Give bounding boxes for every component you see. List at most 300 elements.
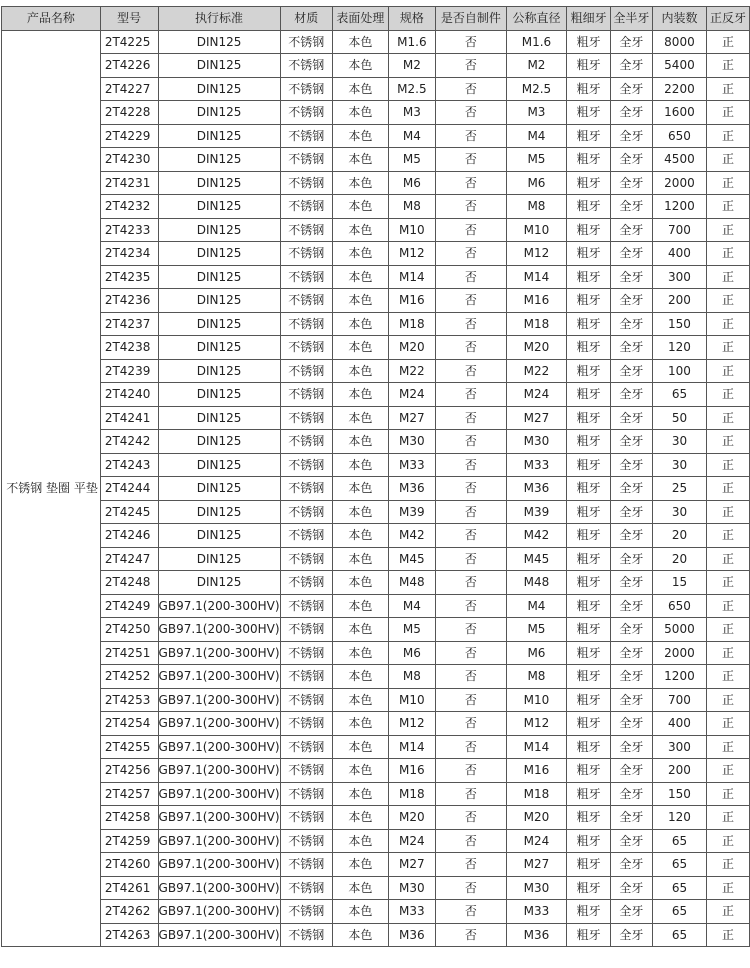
quantity-cell: 120	[652, 336, 706, 360]
thread-direction-cell: 正	[707, 430, 750, 454]
self-made-cell: 否	[436, 712, 507, 736]
thread-direction-cell: 正	[707, 923, 750, 947]
table-row	[2, 806, 750, 830]
standard-cell: GB97.1(200-300HV)	[158, 688, 280, 712]
model-cell: 2T4233	[100, 218, 158, 242]
material-cell: 不锈钢	[280, 641, 332, 665]
spec-cell: M12	[388, 242, 435, 266]
column-header-quantity: 内装数	[652, 7, 706, 31]
quantity-cell: 120	[652, 806, 706, 830]
standard-cell: DIN125	[158, 195, 280, 219]
diameter-cell: M4	[506, 594, 567, 618]
self-made-cell: 否	[436, 195, 507, 219]
standard-cell: DIN125	[158, 359, 280, 383]
material-cell: 不锈钢	[280, 171, 332, 195]
self-made-cell: 否	[436, 453, 507, 477]
self-made-cell: 否	[436, 524, 507, 548]
surface-cell: 本色	[332, 30, 388, 54]
spec-cell: M5	[388, 618, 435, 642]
thread-pitch-cell: 粗牙	[567, 688, 611, 712]
spec-cell: M10	[388, 218, 435, 242]
thread-pitch-cell: 粗牙	[567, 359, 611, 383]
self-made-cell: 否	[436, 124, 507, 148]
thread-pitch-cell: 粗牙	[567, 30, 611, 54]
diameter-cell: M30	[506, 876, 567, 900]
standard-cell: DIN125	[158, 312, 280, 336]
thread-direction-cell: 正	[707, 641, 750, 665]
spec-cell: M20	[388, 336, 435, 360]
self-made-cell: 否	[436, 383, 507, 407]
quantity-cell: 15	[652, 571, 706, 595]
self-made-cell: 否	[436, 218, 507, 242]
material-cell: 不锈钢	[280, 54, 332, 78]
thread-length-cell: 全牙	[610, 547, 652, 571]
thread-pitch-cell: 粗牙	[567, 524, 611, 548]
thread-length-cell: 全牙	[610, 712, 652, 736]
material-cell: 不锈钢	[280, 148, 332, 172]
material-cell: 不锈钢	[280, 265, 332, 289]
material-cell: 不锈钢	[280, 829, 332, 853]
quantity-cell: 65	[652, 900, 706, 924]
standard-cell: GB97.1(200-300HV)	[158, 665, 280, 689]
surface-cell: 本色	[332, 806, 388, 830]
diameter-cell: M33	[506, 453, 567, 477]
thread-length-cell: 全牙	[610, 735, 652, 759]
diameter-cell: M14	[506, 265, 567, 289]
diameter-cell: M12	[506, 242, 567, 266]
thread-length-cell: 全牙	[610, 218, 652, 242]
quantity-cell: 1200	[652, 665, 706, 689]
thread-pitch-cell: 粗牙	[567, 242, 611, 266]
self-made-cell: 否	[436, 641, 507, 665]
quantity-cell: 650	[652, 594, 706, 618]
table-row	[2, 383, 750, 407]
standard-cell: DIN125	[158, 406, 280, 430]
surface-cell: 本色	[332, 124, 388, 148]
spec-cell: M8	[388, 195, 435, 219]
material-cell: 不锈钢	[280, 383, 332, 407]
spec-cell: M4	[388, 124, 435, 148]
thread-length-cell: 全牙	[610, 618, 652, 642]
spec-cell: M30	[388, 876, 435, 900]
quantity-cell: 300	[652, 735, 706, 759]
thread-direction-cell: 正	[707, 171, 750, 195]
self-made-cell: 否	[436, 30, 507, 54]
quantity-cell: 2000	[652, 171, 706, 195]
spec-cell: M18	[388, 312, 435, 336]
thread-pitch-cell: 粗牙	[567, 406, 611, 430]
standard-cell: GB97.1(200-300HV)	[158, 618, 280, 642]
diameter-cell: M10	[506, 218, 567, 242]
thread-pitch-cell: 粗牙	[567, 853, 611, 877]
thread-length-cell: 全牙	[610, 383, 652, 407]
self-made-cell: 否	[436, 829, 507, 853]
model-cell: 2T4246	[100, 524, 158, 548]
thread-pitch-cell: 粗牙	[567, 124, 611, 148]
thread-direction-cell: 正	[707, 54, 750, 78]
column-header-spec: 规格	[388, 7, 435, 31]
column-header-self-made: 是否自制件	[436, 7, 507, 31]
standard-cell: GB97.1(200-300HV)	[158, 712, 280, 736]
model-cell: 2T4250	[100, 618, 158, 642]
model-cell: 2T4242	[100, 430, 158, 454]
table-row	[2, 829, 750, 853]
diameter-cell: M48	[506, 571, 567, 595]
standard-cell: DIN125	[158, 383, 280, 407]
thread-pitch-cell: 粗牙	[567, 876, 611, 900]
surface-cell: 本色	[332, 712, 388, 736]
thread-pitch-cell: 粗牙	[567, 289, 611, 313]
column-header-material: 材质	[280, 7, 332, 31]
thread-direction-cell: 正	[707, 453, 750, 477]
quantity-cell: 100	[652, 359, 706, 383]
thread-direction-cell: 正	[707, 218, 750, 242]
thread-pitch-cell: 粗牙	[567, 641, 611, 665]
table-row	[2, 148, 750, 172]
table-row	[2, 782, 750, 806]
model-cell: 2T4256	[100, 759, 158, 783]
quantity-cell: 400	[652, 712, 706, 736]
material-cell: 不锈钢	[280, 430, 332, 454]
model-cell: 2T4247	[100, 547, 158, 571]
surface-cell: 本色	[332, 782, 388, 806]
thread-length-cell: 全牙	[610, 124, 652, 148]
material-cell: 不锈钢	[280, 618, 332, 642]
model-cell: 2T4249	[100, 594, 158, 618]
table-row	[2, 430, 750, 454]
spec-cell: M36	[388, 477, 435, 501]
quantity-cell: 65	[652, 923, 706, 947]
standard-cell: GB97.1(200-300HV)	[158, 735, 280, 759]
thread-pitch-cell: 粗牙	[567, 900, 611, 924]
column-header-diameter: 公称直径	[506, 7, 567, 31]
self-made-cell: 否	[436, 876, 507, 900]
standard-cell: DIN125	[158, 101, 280, 125]
standard-cell: DIN125	[158, 30, 280, 54]
diameter-cell: M5	[506, 618, 567, 642]
thread-direction-cell: 正	[707, 77, 750, 101]
material-cell: 不锈钢	[280, 312, 332, 336]
material-cell: 不锈钢	[280, 30, 332, 54]
spec-cell: M24	[388, 383, 435, 407]
material-cell: 不锈钢	[280, 500, 332, 524]
column-header-thread-length: 全半牙	[610, 7, 652, 31]
diameter-cell: M12	[506, 712, 567, 736]
thread-pitch-cell: 粗牙	[567, 547, 611, 571]
model-cell: 2T4261	[100, 876, 158, 900]
thread-pitch-cell: 粗牙	[567, 712, 611, 736]
spec-cell: M20	[388, 806, 435, 830]
spec-cell: M3	[388, 101, 435, 125]
thread-direction-cell: 正	[707, 289, 750, 313]
model-cell: 2T4229	[100, 124, 158, 148]
diameter-cell: M8	[506, 195, 567, 219]
self-made-cell: 否	[436, 594, 507, 618]
model-cell: 2T4227	[100, 77, 158, 101]
spec-cell: M2	[388, 54, 435, 78]
diameter-cell: M33	[506, 900, 567, 924]
material-cell: 不锈钢	[280, 524, 332, 548]
surface-cell: 本色	[332, 524, 388, 548]
surface-cell: 本色	[332, 571, 388, 595]
quantity-cell: 2200	[652, 77, 706, 101]
self-made-cell: 否	[436, 923, 507, 947]
thread-pitch-cell: 粗牙	[567, 218, 611, 242]
thread-pitch-cell: 粗牙	[567, 54, 611, 78]
model-cell: 2T4253	[100, 688, 158, 712]
table-row	[2, 547, 750, 571]
thread-length-cell: 全牙	[610, 406, 652, 430]
spec-cell: M6	[388, 171, 435, 195]
material-cell: 不锈钢	[280, 101, 332, 125]
thread-length-cell: 全牙	[610, 336, 652, 360]
material-cell: 不锈钢	[280, 712, 332, 736]
thread-length-cell: 全牙	[610, 665, 652, 689]
surface-cell: 本色	[332, 735, 388, 759]
product-spec-table	[1, 6, 750, 947]
thread-pitch-cell: 粗牙	[567, 171, 611, 195]
diameter-cell: M36	[506, 477, 567, 501]
material-cell: 不锈钢	[280, 735, 332, 759]
self-made-cell: 否	[436, 618, 507, 642]
spec-cell: M4	[388, 594, 435, 618]
self-made-cell: 否	[436, 900, 507, 924]
standard-cell: DIN125	[158, 171, 280, 195]
table-row	[2, 406, 750, 430]
quantity-cell: 200	[652, 289, 706, 313]
thread-length-cell: 全牙	[610, 923, 652, 947]
thread-length-cell: 全牙	[610, 806, 652, 830]
spec-cell: M42	[388, 524, 435, 548]
thread-direction-cell: 正	[707, 759, 750, 783]
quantity-cell: 150	[652, 312, 706, 336]
spec-cell: M33	[388, 900, 435, 924]
spec-cell: M24	[388, 829, 435, 853]
table-row	[2, 265, 750, 289]
table-row	[2, 735, 750, 759]
thread-pitch-cell: 粗牙	[567, 665, 611, 689]
thread-length-cell: 全牙	[610, 54, 652, 78]
thread-length-cell: 全牙	[610, 782, 652, 806]
standard-cell: GB97.1(200-300HV)	[158, 900, 280, 924]
table-row	[2, 453, 750, 477]
thread-pitch-cell: 粗牙	[567, 477, 611, 501]
self-made-cell: 否	[436, 148, 507, 172]
thread-direction-cell: 正	[707, 242, 750, 266]
thread-direction-cell: 正	[707, 806, 750, 830]
thread-length-cell: 全牙	[610, 265, 652, 289]
model-cell: 2T4230	[100, 148, 158, 172]
standard-cell: GB97.1(200-300HV)	[158, 876, 280, 900]
material-cell: 不锈钢	[280, 406, 332, 430]
standard-cell: DIN125	[158, 336, 280, 360]
spec-cell: M2.5	[388, 77, 435, 101]
column-header-thread-direction: 正反牙	[707, 7, 750, 31]
model-cell: 2T4245	[100, 500, 158, 524]
thread-direction-cell: 正	[707, 195, 750, 219]
standard-cell: DIN125	[158, 547, 280, 571]
surface-cell: 本色	[332, 359, 388, 383]
diameter-cell: M16	[506, 759, 567, 783]
self-made-cell: 否	[436, 336, 507, 360]
quantity-cell: 200	[652, 759, 706, 783]
standard-cell: GB97.1(200-300HV)	[158, 853, 280, 877]
diameter-cell: M2.5	[506, 77, 567, 101]
thread-direction-cell: 正	[707, 101, 750, 125]
table-row	[2, 876, 750, 900]
standard-cell: GB97.1(200-300HV)	[158, 923, 280, 947]
thread-length-cell: 全牙	[610, 900, 652, 924]
material-cell: 不锈钢	[280, 77, 332, 101]
material-cell: 不锈钢	[280, 806, 332, 830]
model-cell: 2T4255	[100, 735, 158, 759]
model-cell: 2T4243	[100, 453, 158, 477]
spec-cell: M30	[388, 430, 435, 454]
diameter-cell: M24	[506, 829, 567, 853]
thread-pitch-cell: 粗牙	[567, 735, 611, 759]
standard-cell: DIN125	[158, 500, 280, 524]
surface-cell: 本色	[332, 477, 388, 501]
table-row	[2, 218, 750, 242]
table-row	[2, 641, 750, 665]
surface-cell: 本色	[332, 171, 388, 195]
self-made-cell: 否	[436, 477, 507, 501]
thread-length-cell: 全牙	[610, 853, 652, 877]
quantity-cell: 400	[652, 242, 706, 266]
model-cell: 2T4248	[100, 571, 158, 595]
thread-pitch-cell: 粗牙	[567, 383, 611, 407]
thread-pitch-cell: 粗牙	[567, 336, 611, 360]
column-header-product-name: 产品名称	[2, 7, 101, 31]
spec-cell: M8	[388, 665, 435, 689]
self-made-cell: 否	[436, 406, 507, 430]
standard-cell: GB97.1(200-300HV)	[158, 806, 280, 830]
thread-length-cell: 全牙	[610, 477, 652, 501]
standard-cell: DIN125	[158, 430, 280, 454]
thread-length-cell: 全牙	[610, 453, 652, 477]
material-cell: 不锈钢	[280, 853, 332, 877]
column-header-standard: 执行标准	[158, 7, 280, 31]
material-cell: 不锈钢	[280, 665, 332, 689]
thread-pitch-cell: 粗牙	[567, 594, 611, 618]
table-row	[2, 618, 750, 642]
surface-cell: 本色	[332, 759, 388, 783]
spec-cell: M22	[388, 359, 435, 383]
surface-cell: 本色	[332, 218, 388, 242]
material-cell: 不锈钢	[280, 759, 332, 783]
thread-length-cell: 全牙	[610, 289, 652, 313]
quantity-cell: 650	[652, 124, 706, 148]
material-cell: 不锈钢	[280, 571, 332, 595]
thread-direction-cell: 正	[707, 547, 750, 571]
self-made-cell: 否	[436, 101, 507, 125]
spec-cell: M16	[388, 289, 435, 313]
thread-length-cell: 全牙	[610, 77, 652, 101]
table-row	[2, 594, 750, 618]
thread-pitch-cell: 粗牙	[567, 759, 611, 783]
thread-direction-cell: 正	[707, 124, 750, 148]
table-row	[2, 571, 750, 595]
thread-direction-cell: 正	[707, 477, 750, 501]
thread-length-cell: 全牙	[610, 30, 652, 54]
thread-pitch-cell: 粗牙	[567, 782, 611, 806]
self-made-cell: 否	[436, 665, 507, 689]
material-cell: 不锈钢	[280, 782, 332, 806]
thread-direction-cell: 正	[707, 571, 750, 595]
self-made-cell: 否	[436, 54, 507, 78]
model-cell: 2T4251	[100, 641, 158, 665]
material-cell: 不锈钢	[280, 900, 332, 924]
material-cell: 不锈钢	[280, 359, 332, 383]
diameter-cell: M45	[506, 547, 567, 571]
diameter-cell: M27	[506, 406, 567, 430]
spec-cell: M12	[388, 712, 435, 736]
model-cell: 2T4226	[100, 54, 158, 78]
self-made-cell: 否	[436, 735, 507, 759]
surface-cell: 本色	[332, 594, 388, 618]
model-cell: 2T4263	[100, 923, 158, 947]
standard-cell: DIN125	[158, 524, 280, 548]
thread-direction-cell: 正	[707, 148, 750, 172]
thread-pitch-cell: 粗牙	[567, 265, 611, 289]
table-row	[2, 500, 750, 524]
quantity-cell: 8000	[652, 30, 706, 54]
thread-pitch-cell: 粗牙	[567, 571, 611, 595]
diameter-cell: M6	[506, 641, 567, 665]
table-header-row	[2, 7, 750, 31]
quantity-cell: 300	[652, 265, 706, 289]
table-row	[2, 195, 750, 219]
quantity-cell: 50	[652, 406, 706, 430]
product-name-cell: 不锈钢 垫圈 平垫	[2, 30, 101, 947]
surface-cell: 本色	[332, 312, 388, 336]
model-cell: 2T4236	[100, 289, 158, 313]
surface-cell: 本色	[332, 618, 388, 642]
thread-length-cell: 全牙	[610, 430, 652, 454]
table-row	[2, 336, 750, 360]
self-made-cell: 否	[436, 688, 507, 712]
thread-pitch-cell: 粗牙	[567, 829, 611, 853]
table-row	[2, 712, 750, 736]
thread-direction-cell: 正	[707, 500, 750, 524]
thread-direction-cell: 正	[707, 594, 750, 618]
spec-cell: M16	[388, 759, 435, 783]
model-cell: 2T4252	[100, 665, 158, 689]
table-row	[2, 312, 750, 336]
thread-length-cell: 全牙	[610, 171, 652, 195]
quantity-cell: 700	[652, 688, 706, 712]
thread-pitch-cell: 粗牙	[567, 101, 611, 125]
thread-pitch-cell: 粗牙	[567, 923, 611, 947]
quantity-cell: 4500	[652, 148, 706, 172]
thread-direction-cell: 正	[707, 265, 750, 289]
self-made-cell: 否	[436, 359, 507, 383]
column-header-surface: 表面处理	[332, 7, 388, 31]
model-cell: 2T4232	[100, 195, 158, 219]
surface-cell: 本色	[332, 829, 388, 853]
table-row	[2, 124, 750, 148]
table-row	[2, 853, 750, 877]
table-row	[2, 171, 750, 195]
self-made-cell: 否	[436, 312, 507, 336]
self-made-cell: 否	[436, 77, 507, 101]
table-row	[2, 900, 750, 924]
material-cell: 不锈钢	[280, 688, 332, 712]
standard-cell: DIN125	[158, 242, 280, 266]
spec-cell: M1.6	[388, 30, 435, 54]
diameter-cell: M18	[506, 312, 567, 336]
quantity-cell: 5000	[652, 618, 706, 642]
